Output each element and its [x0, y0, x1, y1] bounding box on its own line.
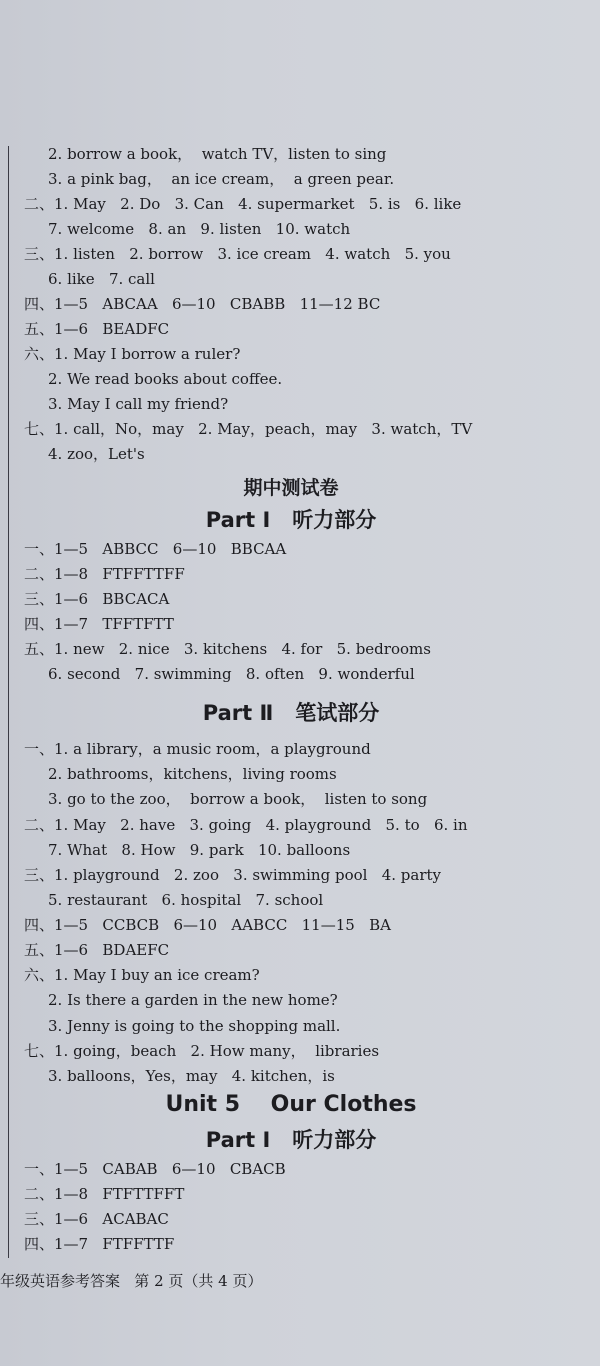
answer-line: 4. zoo，Let's [48, 445, 145, 463]
answer-line: 3. May I call my friend? [48, 395, 229, 413]
answer-line: 三、1. listen 2. borrow 3. ice cream 4. watch 5. you [24, 245, 451, 263]
answer-line: 四、1—5 ABCAA 6—10 CBABB 11—12 BC [24, 295, 381, 313]
answer-line: 五、1—6 BDAEFC [24, 941, 170, 959]
answer-line: 一、1—5 CABAB 6—10 CBACB [24, 1160, 286, 1178]
answer-line: 3. balloons，Yes，may 4. kitchen，is [48, 1067, 335, 1085]
answer-line: 三、1. playground 2. zoo 3. swimming pool 4. party [24, 866, 442, 884]
part1-title: Part Ⅰ 听力部分 [205, 508, 377, 532]
unit-title: Unit 5 Our Clothes [165, 1092, 417, 1117]
answer-line: 二、1. May 2. have 3. going 4. playground 5. to 6. in [24, 816, 468, 834]
answer-line: 七、1. call，No，may 2. May，peach，may 3. watch，TV [24, 420, 473, 438]
answer-line: 3. Jenny is going to the shopping mall. [48, 1017, 341, 1035]
exam-title: 期中测试卷 [243, 477, 339, 499]
answer-line: 四、1—5 CCBCB 6—10 AABCC 11—15 BA [24, 916, 391, 934]
page-footer: 年级英语参考答案 第 2 页（共 4 页） [0, 1272, 263, 1290]
bleed-through-text [60, 92, 540, 142]
answer-line: 7. welcome 8. an 9. listen 10. watch [48, 220, 351, 238]
answer-line: 6. like 7. call [48, 270, 155, 288]
answer-line: 2. borrow a book， watch TV，listen to sing [48, 145, 387, 163]
answer-line: 三、1—6 ACABAC [24, 1210, 169, 1228]
answer-line: 5. restaurant 6. hospital 7. school [48, 891, 324, 909]
answer-line: 二、1—8 FTFFTTFF [24, 565, 185, 583]
answer-line: 四、1—7 FTFFTTF [24, 1235, 175, 1253]
answer-line: 三、1—6 BBCACA [24, 590, 170, 608]
answer-line: 五、1—6 BEADFC [24, 320, 170, 338]
answer-line: 一、1. a library，a music room，a playground [24, 740, 371, 758]
answer-line: 一、1—5 ABBCC 6—10 BBCAA [24, 540, 287, 558]
answer-line: 6. second 7. swimming 8. often 9. wonderful [48, 665, 415, 683]
unit-part1-title: Part Ⅰ 听力部分 [205, 1128, 377, 1152]
answer-line: 二、1—8 FTFTTFFT [24, 1185, 185, 1203]
answer-line: 3. go to the zoo， borrow a book， listen to song [48, 790, 428, 808]
answer-line: 五、1. new 2. nice 3. kitchens 4. for 5. bedrooms [24, 640, 431, 658]
answer-line: 六、1. May I buy an ice cream? [24, 966, 260, 984]
answer-line: 2. We read books about coffee. [48, 370, 283, 388]
answer-line: 7. What 8. How 9. park 10. balloons [48, 841, 351, 859]
answer-line: 六、1. May I borrow a ruler? [24, 345, 241, 363]
answer-line: 四、1—7 TFFTFTT [24, 615, 174, 633]
answer-line: 二、1. May 2. Do 3. Can 4. supermarket 5. is 6. like [24, 195, 462, 213]
answer-line: 2. Is there a garden in the new home? [48, 991, 338, 1009]
part2-title: Part Ⅱ 笔试部分 [202, 701, 380, 725]
answer-line: 2. bathrooms，kitchens，living rooms [48, 765, 337, 783]
answer-line: 七、1. going，beach 2. How many， libraries [24, 1042, 380, 1060]
answer-line: 3. a pink bag， an ice cream， a green pear. [48, 170, 395, 188]
